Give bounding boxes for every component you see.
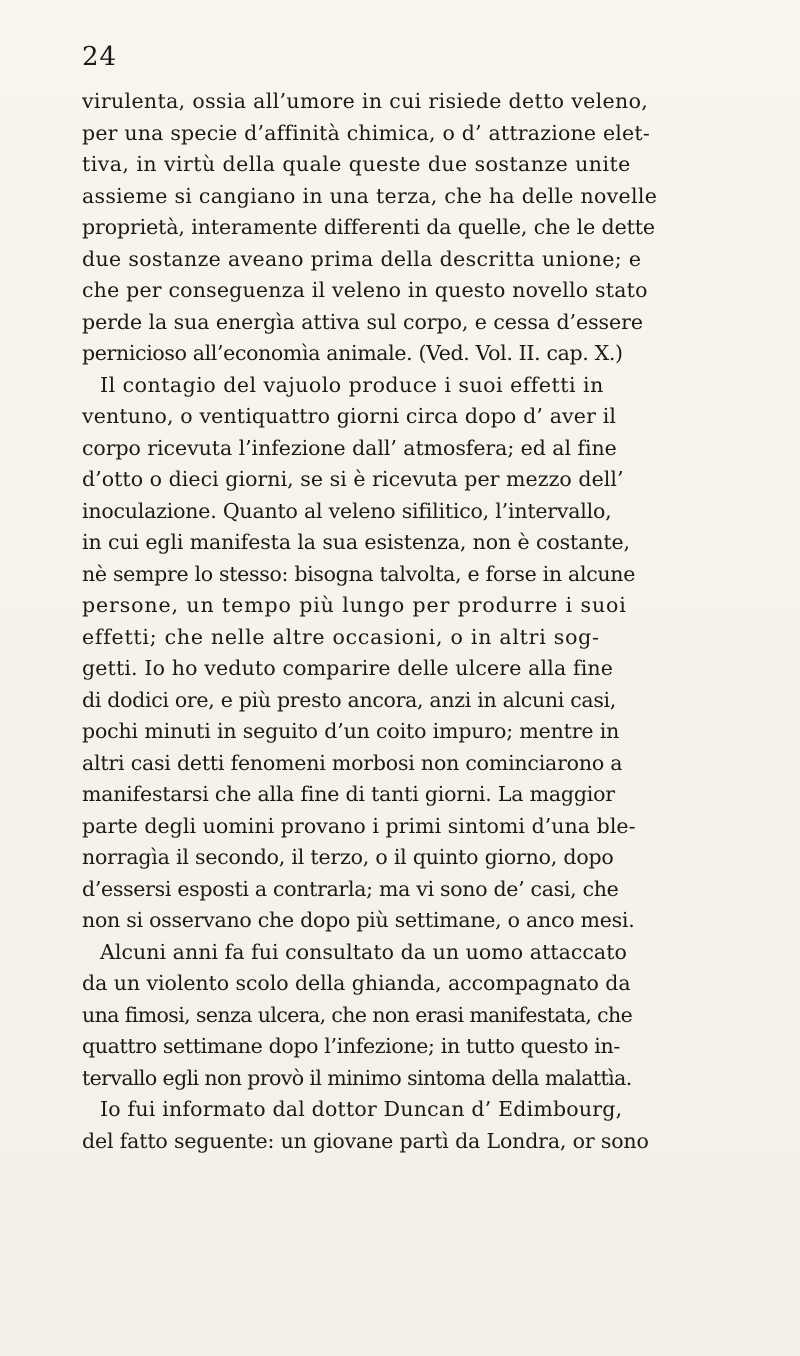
text-line: effetti; che nelle altre occasioni, o in altri sog- xyxy=(82,624,600,649)
text-line: tervallo egli non provò il minimo sintoma della malattìa. xyxy=(82,1065,632,1090)
text-line: tiva, in virtù della quale queste due sostanze unite xyxy=(82,152,631,176)
text-line: corpo ricevuta l’infezione dall’ atmosfera; ed al fine xyxy=(82,435,617,460)
text-line: pernicioso all’economìa animale. (Ved. Vol. II. cap. X.) xyxy=(82,341,623,365)
text-line: pochi minuti in seguito d’un coito impuro; mentre in xyxy=(82,719,620,743)
text-line: due sostanze aveano prima della descritta unione; e xyxy=(82,246,642,271)
text-line: che per conseguenza il veleno in questo novello stato xyxy=(82,278,648,302)
text-line: per una specie d’affinità chimica, o d’ attrazione elet- xyxy=(82,120,650,145)
text-line: assieme si cangiano in una terza, che ha delle novelle xyxy=(82,183,658,208)
text-line: proprietà, interamente differenti da quelle, che le dette xyxy=(82,215,655,239)
text-line: ventuno, o ventiquattro giorni circa dopo d’ aver il xyxy=(82,404,617,428)
text-line: non si osservano che dopo più settimane, o anco mesi. xyxy=(82,908,635,932)
text-line: d’essersi esposti a contrarla; ma vi sono de’ casi, che xyxy=(82,876,619,901)
body-text xyxy=(82,86,772,1157)
text-line: Il contagio del vajuolo produce i suoi effetti in xyxy=(100,372,604,397)
text-line: Io fui informato dal dottor Duncan d’ Edimbourg, xyxy=(100,1097,623,1121)
text-line: persone, un tempo più lungo per produrre i suoi xyxy=(82,593,627,617)
text-line: parte degli uomini provano i primi sintomi d’una ble- xyxy=(82,813,636,838)
text-line: perde la sua energìa attiva sul corpo, e cessa d’essere xyxy=(82,309,643,334)
text-line: manifestarsi che alla fine di tanti giorni. La maggior xyxy=(82,782,615,806)
text-line: Alcuni anni fa fui consultato da un uomo attaccato xyxy=(100,939,627,964)
page-number: 24 xyxy=(82,42,118,72)
text-line: una fimosi, senza ulcera, che non erasi manifestata, che xyxy=(82,1002,633,1027)
text-line: in cui egli manifesta la sua esistenza, non è costante, xyxy=(82,530,630,554)
text-line: norragìa il secondo, il terzo, o il quinto giorno, dopo xyxy=(82,845,614,869)
text-line: di dodici ore, e più presto ancora, anzi in alcuni casi, xyxy=(82,687,617,712)
text-line: inoculazione. Quanto al veleno sifilitico, l’intervallo, xyxy=(82,498,612,523)
text-line: getti. Io ho veduto comparire delle ulcere alla fine xyxy=(82,656,614,680)
text-line: nè sempre lo stesso: bisogna talvolta, e forse in alcune xyxy=(82,561,636,586)
text-line: del fatto seguente: un giovane partì da Londra, or sono xyxy=(82,1128,649,1153)
text-line: da un violento scolo della ghianda, accompagnato da xyxy=(82,971,631,995)
text-line: quattro settimane dopo l’infezione; in tutto questo in- xyxy=(82,1034,620,1058)
text-line: virulenta, ossia all’umore in cui risiede detto veleno, xyxy=(82,89,649,113)
text-line: d’otto o dieci giorni, se si è ricevuta per mezzo dell’ xyxy=(82,467,624,491)
text-line: altri casi detti fenomeni morbosi non cominciarono a xyxy=(82,750,623,775)
